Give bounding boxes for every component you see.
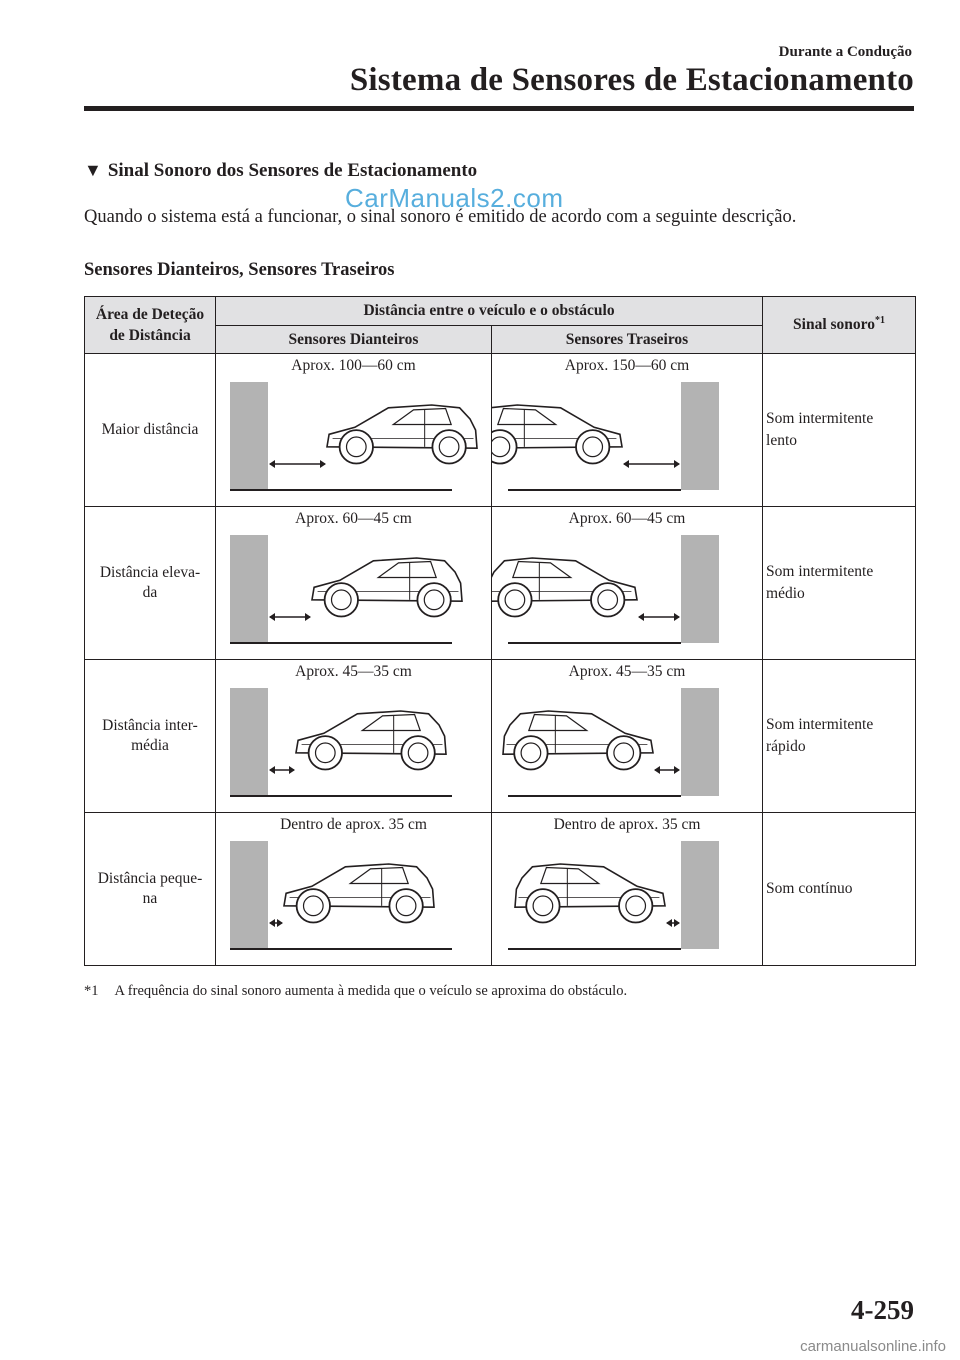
arrow-head-icon [674,919,680,927]
signal-line2: médio [766,585,805,602]
intro-paragraph: Quando o sistema está a funcionar, o sinal sonoro é emitido de acordo com a seguinte descrição. [84,207,797,227]
rear-sensor-illustration [492,684,763,809]
arrow-head-icon [623,460,629,468]
obstacle-wall-icon [681,535,719,643]
signal-cell [763,354,916,507]
signal-cell [763,813,916,966]
arrow-head-icon [666,919,672,927]
signal-line1: Som intermitente [766,563,874,580]
area-cell [85,813,216,966]
front-figure-cell [216,507,492,660]
section-title [84,160,477,182]
header-front: Sensores Dianteiros [216,326,492,354]
car-wheel-icon [309,736,342,769]
car-wheel-icon [417,583,450,616]
area-line1: Maior distância [101,421,199,438]
signal-cell [763,660,916,813]
rear-sensor-illustration [492,837,763,962]
obstacle-wall-icon [230,841,268,949]
car-wheel-icon [526,889,559,922]
header-rear: Sensores Traseiros [492,326,763,354]
triangle-marker-icon: ▼ [84,160,102,180]
area-line1: Distância eleva- [99,564,201,581]
car-wheel-icon [619,889,652,922]
area-cell [85,354,216,507]
signal-line1: Som contínuo [766,880,853,897]
car-wheel-icon [340,430,373,463]
arrow-head-icon [269,766,275,774]
watermark: CarManuals2.com [345,183,564,213]
front-sensor-illustration [216,837,492,962]
front-distance-label: Aprox. 100—60 cm [291,357,416,374]
running-header-title: Sistema de Sensores de Estacionamento [349,62,914,98]
header-area [85,297,216,354]
header-rule [84,106,914,111]
header-distance: Distância entre o veículo e o obstáculo [216,297,763,326]
table-row [85,660,916,813]
obstacle-wall-icon [681,841,719,949]
signal-cell [763,507,916,660]
rear-distance-label: Dentro de aprox. 35 cm [553,816,701,833]
area-line2: da [142,584,158,601]
arrow-head-icon [269,460,275,468]
rear-figure-cell [492,507,763,660]
page-number: 4-259 [851,1295,914,1325]
obstacle-wall-icon [230,688,268,796]
front-figure-cell [216,354,492,507]
rear-distance-label: Aprox. 45—35 cm [568,663,686,680]
header-signal [763,297,916,354]
signal-line2: lento [766,432,798,449]
sensor-table [84,296,916,966]
rear-sensor-illustration [492,378,763,503]
header-signal-text: Sinal sonoro [793,316,875,334]
footnote [84,983,924,1000]
front-figure-cell [216,660,492,813]
running-header-section: Durante a Condução [778,44,912,60]
table-subheading: Sensores Dianteiros, Sensores Traseiros [84,260,395,280]
front-sensor-illustration [216,531,492,656]
area-line1: Distância inter- [102,717,198,734]
car-wheel-icon [389,889,422,922]
footnote-text: A frequência do sinal sonoro aumenta à medida que o veículo se aproxima do obstáculo. [114,983,628,999]
site-watermark: carmanualsonline.info [800,1338,946,1355]
arrow-head-icon [674,766,680,774]
car-wheel-icon [607,736,640,769]
rear-sensor-illustration [492,531,763,656]
front-sensor-illustration [216,378,492,503]
arrow-head-icon [269,919,275,927]
car-wheel-icon [325,583,358,616]
table-row [85,813,916,966]
rear-figure-cell [492,660,763,813]
front-distance-label: Aprox. 60—45 cm [295,510,412,527]
rear-distance-label: Aprox. 60—45 cm [568,510,686,527]
arrow-head-icon [674,460,680,468]
arrow-head-icon [305,613,311,621]
obstacle-wall-icon [681,382,719,490]
signal-line1: Som intermitente [766,716,874,733]
area-cell [85,660,216,813]
car-wheel-icon [297,889,330,922]
rear-figure-cell [492,354,763,507]
obstacle-wall-icon [230,535,268,643]
signal-line1: Som intermitente [766,410,874,427]
table-row [85,507,916,660]
footnote-mark: *1 [84,983,99,999]
front-sensor-illustration [216,684,492,809]
area-line2: média [131,737,169,754]
car-wheel-icon [576,430,609,463]
arrow-head-icon [289,766,295,774]
car-wheel-icon [514,736,547,769]
area-line2: na [142,890,158,907]
car-wheel-icon [401,736,434,769]
signal-line2: rápido [766,738,806,755]
header-signal-note: *1 [875,315,885,327]
car-wheel-icon [432,430,465,463]
car-wheel-icon [591,583,624,616]
obstacle-wall-icon [230,382,268,490]
car-wheel-icon [492,430,517,463]
area-line1: Distância peque- [97,870,203,887]
rear-distance-label: Aprox. 150—60 cm [564,357,690,374]
arrow-head-icon [269,613,275,621]
rear-figure-cell [492,813,763,966]
table-row [85,354,916,507]
area-cell [85,507,216,660]
front-distance-label: Aprox. 45—35 cm [295,663,412,680]
front-distance-label: Dentro de aprox. 35 cm [280,816,427,833]
header-area-line2: de Distância [109,327,191,344]
car-wheel-icon [498,583,531,616]
section-title-text: Sinal Sonoro dos Sensores de Estacionamento [107,160,478,181]
arrow-head-icon [654,766,660,774]
arrow-head-icon [320,460,326,468]
obstacle-wall-icon [681,688,719,796]
arrow-head-icon [674,613,680,621]
arrow-head-icon [277,919,283,927]
arrow-head-icon [638,613,644,621]
front-figure-cell [216,813,492,966]
header-area-line1: Área de Deteção [95,306,205,323]
